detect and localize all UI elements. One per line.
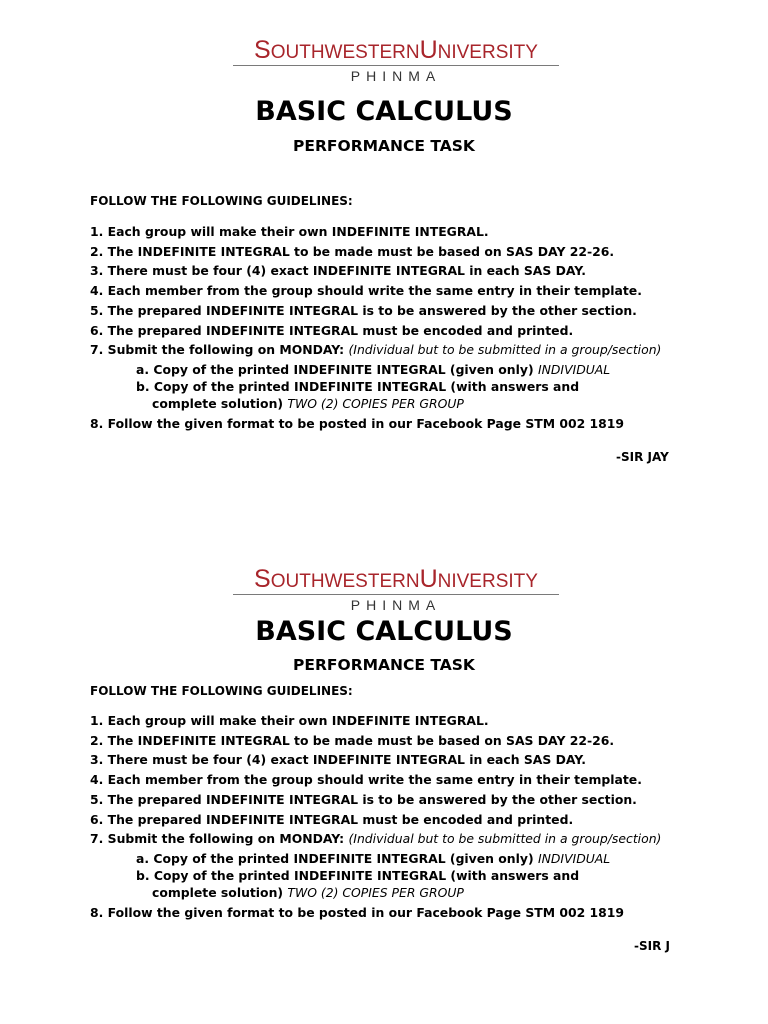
- logo-subtext: PHINMA: [350, 597, 442, 613]
- guideline-note: (Individual but to be submitted in a group/section): [348, 831, 662, 847]
- guideline-subitem-continuation: [90, 884, 661, 901]
- logo-wordmark: SOUTHWESTERNUNIVERSITY: [254, 36, 538, 64]
- guideline-item: 4. Each member from the group should write the same entry in their template.: [90, 772, 642, 788]
- document-title: BASIC CALCULUS: [255, 96, 513, 127]
- subitem-text: complete solution): [152, 884, 284, 900]
- subitem-text: a. Copy of the printed INDEFINITE INTEGRAL (given only): [136, 361, 534, 377]
- guideline-item: 3. There must be four (4) exact INDEFINITE INTEGRAL in each SAS DAY.: [90, 752, 586, 768]
- document-title: BASIC CALCULUS: [255, 616, 513, 647]
- guidelines-list: [90, 711, 661, 923]
- guideline-item: 2. The INDEFINITE INTEGRAL to be made must be based on SAS DAY 22-26.: [90, 243, 615, 259]
- guideline-item: 8. Follow the given format to be posted in our Facebook Page STM 002 1819: [90, 415, 625, 431]
- logo-rule: [233, 594, 559, 595]
- document-subtitle: PERFORMANCE TASK: [293, 137, 475, 155]
- signature: -SIR JAY: [616, 450, 669, 464]
- guideline-item-text: 7. Submit the following on MONDAY:: [90, 831, 345, 847]
- guideline-item: 6. The prepared INDEFINITE INTEGRAL must be encoded and printed.: [90, 322, 574, 338]
- logo-wordmark: SOUTHWESTERNUNIVERSITY: [254, 565, 538, 593]
- guidelines-heading: FOLLOW THE FOLLOWING GUIDELINES:: [90, 684, 353, 698]
- guideline-item: 2. The INDEFINITE INTEGRAL to be made must be based on SAS DAY 22-26.: [90, 732, 615, 748]
- guideline-subitem: [90, 850, 661, 867]
- guideline-item: 3. There must be four (4) exact INDEFINITE INTEGRAL in each SAS DAY.: [90, 263, 586, 279]
- logo-rule: [233, 65, 559, 66]
- guideline-subitem-continuation: [90, 395, 661, 412]
- guideline-item: [90, 829, 661, 849]
- guideline-subitem: [90, 361, 661, 378]
- subitem-text: complete solution): [152, 395, 284, 411]
- guideline-item: 4. Each member from the group should write the same entry in their template.: [90, 283, 642, 299]
- guideline-item: 8. Follow the given format to be posted in our Facebook Page STM 002 1819: [90, 904, 625, 920]
- university-logo: [233, 566, 559, 616]
- guideline-item: 1. Each group will make their own INDEFINITE INTEGRAL.: [90, 224, 489, 239]
- guideline-subitem: b. Copy of the printed INDEFINITE INTEGRAL (with answers and: [136, 378, 580, 394]
- guideline-item: 1. Each group will make their own INDEFINITE INTEGRAL.: [90, 713, 489, 728]
- guidelines-heading: FOLLOW THE FOLLOWING GUIDELINES:: [90, 194, 353, 208]
- subitem-text: a. Copy of the printed INDEFINITE INTEGRAL (given only): [136, 850, 534, 866]
- guideline-item: 5. The prepared INDEFINITE INTEGRAL is to be answered by the other section.: [90, 791, 637, 807]
- guidelines-list: [90, 222, 661, 434]
- subitem-note: TWO (2) COPIES PER GROUP: [287, 884, 464, 900]
- guideline-note: (Individual but to be submitted in a group/section): [348, 342, 662, 358]
- subitem-note: INDIVIDUAL: [537, 850, 611, 866]
- guideline-item: [90, 340, 661, 360]
- guideline-item: 6. The prepared INDEFINITE INTEGRAL must be encoded and printed.: [90, 811, 574, 827]
- guideline-subitem: b. Copy of the printed INDEFINITE INTEGRAL (with answers and: [136, 867, 580, 883]
- logo-subtext: PHINMA: [350, 68, 442, 84]
- subitem-note: TWO (2) COPIES PER GROUP: [287, 395, 464, 411]
- university-logo: [233, 37, 559, 87]
- document-subtitle: PERFORMANCE TASK: [293, 656, 475, 674]
- signature: -SIR J: [634, 939, 670, 953]
- subitem-note: INDIVIDUAL: [537, 361, 611, 377]
- guideline-item: 5. The prepared INDEFINITE INTEGRAL is to be answered by the other section.: [90, 302, 637, 318]
- guideline-item-text: 7. Submit the following on MONDAY:: [90, 342, 345, 358]
